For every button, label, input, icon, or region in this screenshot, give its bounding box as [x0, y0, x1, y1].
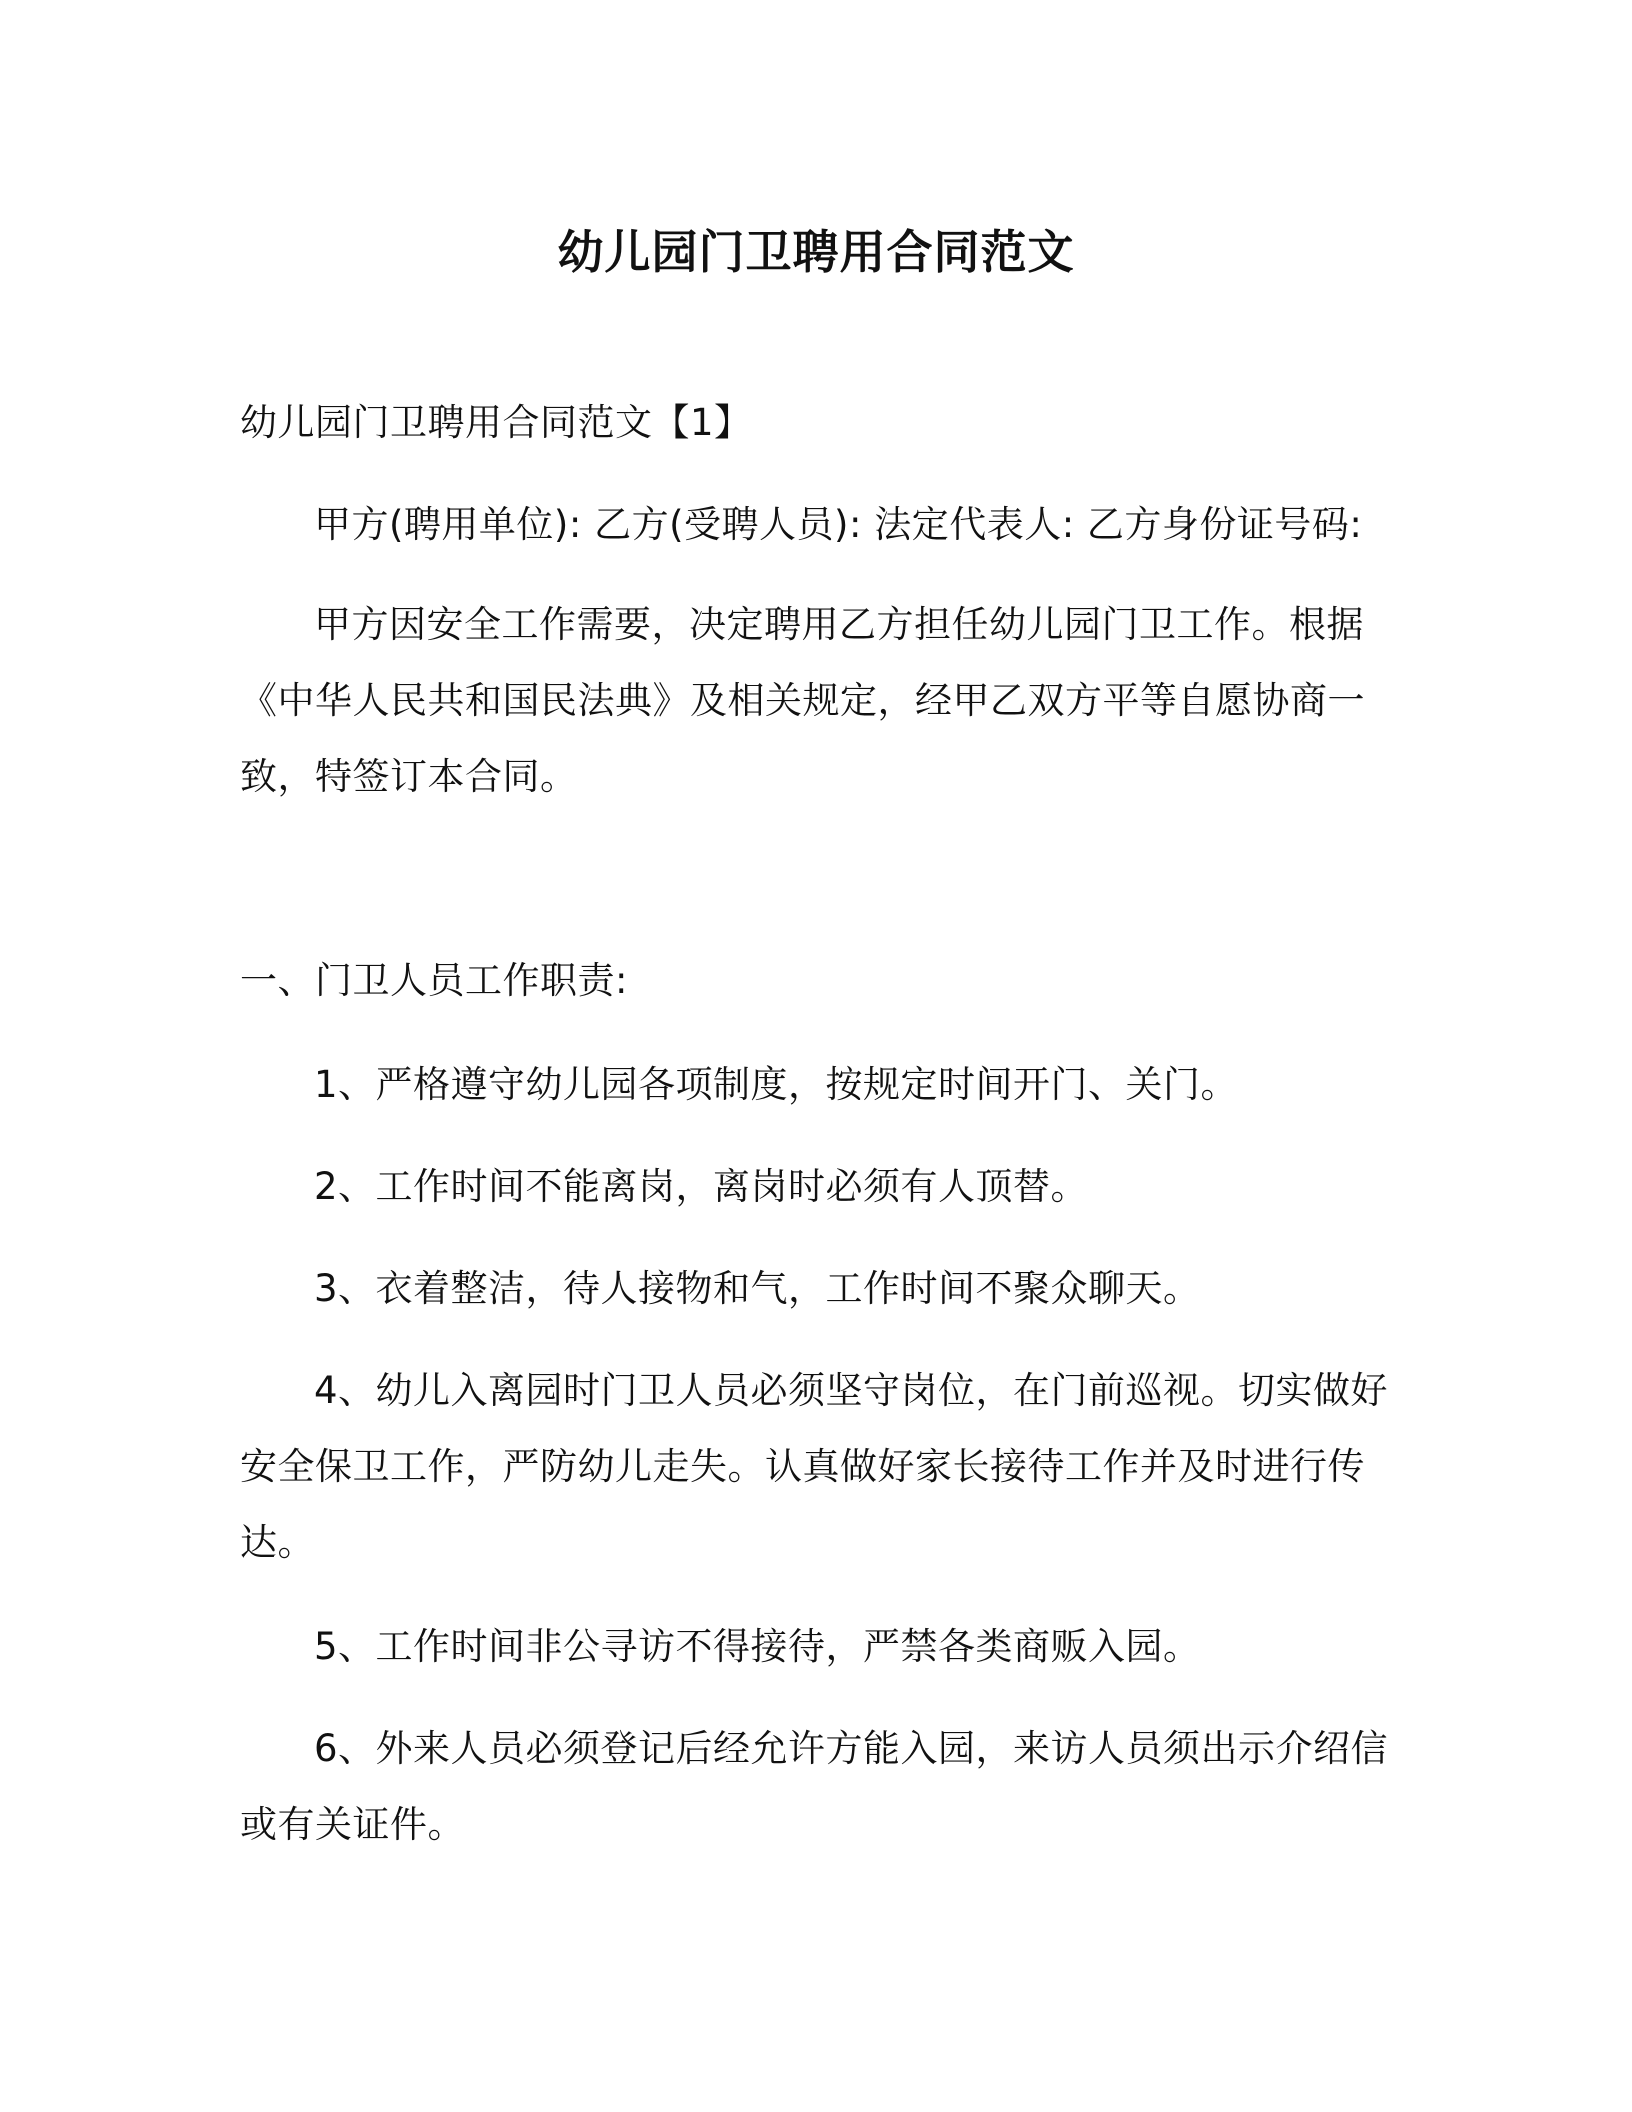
list-item-4-line-1: 4、幼儿入离园时门卫人员必须坚守岗位，在门前巡视。切实做好: [314, 1369, 1389, 1412]
list-item-6-line-2: 或有关证件。: [240, 1803, 465, 1846]
list-item-4-line-3: 达。: [240, 1521, 315, 1564]
list-item-5: 5、工作时间非公寻访不得接待，严禁各类商贩入园。: [314, 1625, 1201, 1668]
document-title: 幼儿园门卫聘用合同范文: [557, 225, 1075, 279]
list-item-6-line-1: 6、外来人员必须登记后经允许方能入园，来访人员须出示介绍信: [314, 1727, 1389, 1770]
intro-line-2: 《中华人民共和国民法典》及相关规定，经甲乙双方平等自愿协商一: [240, 679, 1365, 722]
list-item-4-line-2: 安全保卫工作，严防幼儿走失。认真做好家长接待工作并及时进行传: [240, 1445, 1365, 1488]
parties-line: 甲方(聘用单位): 乙方(受聘人员): 法定代表人: 乙方身份证号码:: [314, 503, 1363, 546]
list-item-1: 1、严格遵守幼儿园各项制度，按规定时间开门、关门。: [314, 1063, 1239, 1106]
section-subtitle: 幼儿园门卫聘用合同范文【1】: [240, 401, 752, 444]
intro-line-1: 甲方因安全工作需要，决定聘用乙方担任幼儿园门卫工作。根据: [314, 603, 1364, 646]
list-item-2: 2、工作时间不能离岗，离岗时必须有人顶替。: [314, 1165, 1089, 1208]
section-heading: 一、门卫人员工作职责:: [240, 959, 628, 1002]
intro-line-3: 致，特签订本合同。: [240, 755, 578, 798]
list-item-3: 3、衣着整洁，待人接物和气，工作时间不聚众聊天。: [314, 1267, 1201, 1310]
